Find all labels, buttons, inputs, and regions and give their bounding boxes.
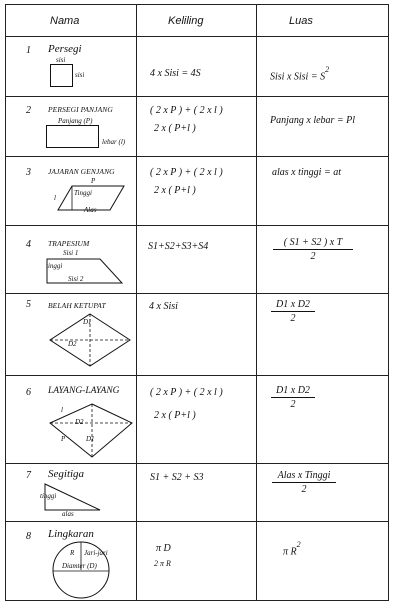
label-jari-jari: Jari-jari bbox=[84, 549, 108, 557]
header-luas: Luas bbox=[289, 15, 313, 27]
label-lebar: lebar (l) bbox=[102, 138, 126, 146]
luas-denominator: 2 bbox=[301, 484, 307, 495]
column-divider bbox=[136, 5, 137, 600]
label-sisi-side: sisi bbox=[75, 71, 85, 79]
label-d1: D1 bbox=[83, 318, 92, 326]
luas-fraction bbox=[273, 237, 353, 262]
parallelogram-shape bbox=[58, 185, 128, 215]
trapezoid-shape bbox=[46, 258, 126, 286]
keliling-formula: ( 2 x P ) + ( 2 x l ) bbox=[150, 105, 223, 116]
header-nama: Nama bbox=[50, 15, 80, 27]
luas-fraction bbox=[271, 385, 315, 410]
label-p: P bbox=[61, 435, 66, 443]
label-alas: Alas bbox=[84, 206, 97, 214]
label-l: l bbox=[61, 406, 63, 414]
keliling-formula-alt: 2 π R bbox=[154, 559, 171, 568]
keliling-formula: S1 + S2 + S3 bbox=[150, 472, 204, 483]
label-diameter: Diamter (D) bbox=[62, 562, 97, 570]
row-number: 5 bbox=[26, 299, 31, 310]
row-number: 6 bbox=[26, 387, 31, 398]
luas-fraction bbox=[271, 299, 315, 324]
row-number: 7 bbox=[26, 470, 31, 481]
row-number: 8 bbox=[26, 531, 31, 542]
shape-name: JAJARAN GENJANG bbox=[48, 167, 115, 176]
keliling-formula: S1+S2+S3+S4 bbox=[148, 241, 209, 252]
row-number: 4 bbox=[26, 239, 31, 250]
row-divider bbox=[6, 463, 388, 464]
shape-name: Persegi bbox=[48, 43, 82, 55]
row-divider bbox=[6, 156, 388, 157]
keliling-formula-alt: 2 x ( P+l ) bbox=[154, 123, 196, 134]
label-tinggi: tinggi bbox=[46, 262, 63, 270]
luas-formula: Sisi x Sisi = $S^2$ bbox=[270, 65, 330, 83]
row-divider bbox=[6, 36, 388, 37]
shape-name: Segitiga bbox=[48, 468, 85, 480]
label-l: l bbox=[54, 194, 56, 202]
label-sisi2: Sisi 2 bbox=[68, 275, 84, 283]
label-r: R bbox=[70, 549, 75, 557]
label-d2: D2 bbox=[75, 418, 84, 426]
luas-numerator: D1 x D2 bbox=[271, 385, 315, 398]
label-sisi1: Sisi 1 bbox=[63, 249, 79, 257]
keliling-formula-alt: 2 x ( P+l ) bbox=[154, 185, 196, 196]
keliling-formula: π D bbox=[156, 543, 171, 554]
row-number: 2 bbox=[26, 105, 31, 116]
keliling-formula: 4 x Sisi bbox=[149, 301, 178, 312]
formula-table bbox=[5, 4, 389, 601]
keliling-formula: ( 2 x P ) + ( 2 x l ) bbox=[150, 167, 223, 178]
label-tinggi: Tinggi bbox=[74, 189, 92, 197]
column-divider bbox=[256, 5, 257, 600]
luas-numerator: Alas x Tinggi bbox=[272, 470, 336, 483]
row-number: 1 bbox=[26, 45, 31, 56]
label-tinggi: tinggi bbox=[40, 492, 57, 500]
luas-numerator: D1 x D2 bbox=[271, 299, 315, 312]
row-divider bbox=[6, 375, 388, 376]
shape-name: PERSEGI PANJANG bbox=[48, 105, 113, 114]
label-sisi-top: sisi bbox=[56, 56, 66, 64]
luas-fraction bbox=[272, 470, 336, 495]
keliling-formula: 4 x Sisi = 4S bbox=[150, 68, 201, 79]
row-divider bbox=[6, 521, 388, 522]
keliling-formula: ( 2 x P ) + ( 2 x l ) bbox=[150, 387, 223, 398]
keliling-formula-alt: 2 x ( P+l ) bbox=[154, 410, 196, 421]
row-divider bbox=[6, 225, 388, 226]
luas-denominator: 2 bbox=[310, 251, 316, 262]
shape-name: TRAPESIUM bbox=[48, 239, 90, 248]
header-keliling: Keliling bbox=[168, 15, 204, 27]
luas-denominator: 2 bbox=[290, 313, 296, 324]
label-d1: D1 bbox=[86, 435, 95, 443]
luas-numerator: ( S1 + S2 ) x T bbox=[273, 237, 353, 250]
square-shape bbox=[50, 64, 74, 88]
row-divider bbox=[6, 293, 388, 294]
row-divider bbox=[6, 96, 388, 97]
luas-formula: Panjang x lebar = Pl bbox=[270, 115, 356, 126]
label-d2: D2 bbox=[68, 340, 77, 348]
label-panjang: Panjang (P) bbox=[58, 117, 93, 125]
kite-shape bbox=[46, 403, 136, 459]
shape-name: Lingkaran bbox=[48, 528, 94, 540]
luas-denominator: 2 bbox=[290, 399, 296, 410]
rectangle-shape bbox=[46, 125, 100, 149]
luas-formula: π $R^2$ bbox=[283, 540, 301, 558]
luas-formula: alas x tinggi = at bbox=[272, 167, 341, 178]
label-alas: alas bbox=[62, 510, 74, 518]
shape-name: LAYANG-LAYANG bbox=[48, 386, 120, 396]
shape-name: BELAH KETUPAT bbox=[48, 301, 106, 310]
label-p: P bbox=[91, 177, 96, 185]
row-number: 3 bbox=[26, 167, 31, 178]
